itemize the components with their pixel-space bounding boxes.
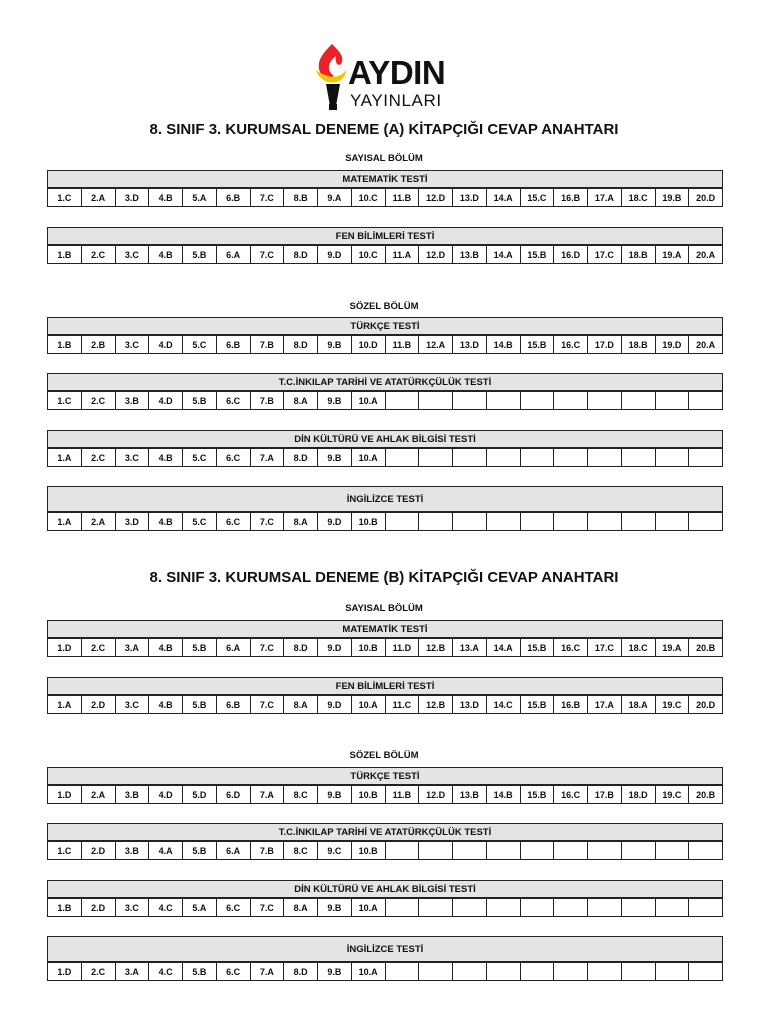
test-title: MATEMATİK TESTİ xyxy=(47,620,723,638)
answer-cell xyxy=(419,842,453,860)
answer-cell: 7.C xyxy=(250,899,284,917)
answer-cell: 6.A xyxy=(216,246,250,264)
answer-cell xyxy=(689,392,723,410)
answer-cell: 8.C xyxy=(284,842,318,860)
answer-cell xyxy=(520,899,554,917)
answer-cell: 1.D xyxy=(48,786,82,804)
answer-cell xyxy=(621,899,655,917)
answer-cell: 6.C xyxy=(216,899,250,917)
answer-cell: 4.C xyxy=(149,899,183,917)
answer-cell: 5.A xyxy=(183,189,217,207)
answer-cell: 6.C xyxy=(216,513,250,531)
answer-cell: 9.B xyxy=(318,963,352,981)
answer-cell: 1.C xyxy=(48,392,82,410)
answer-cell xyxy=(588,449,622,467)
answer-cell: 5.C xyxy=(183,336,217,354)
answer-cell: 1.A xyxy=(48,513,82,531)
answer-block xyxy=(47,677,723,714)
answer-cell: 3.B xyxy=(115,786,149,804)
answer-cell: 5.B xyxy=(183,246,217,264)
answer-cell: 9.D xyxy=(318,639,352,657)
answer-cell: 20.A xyxy=(689,336,723,354)
answer-cell xyxy=(453,963,487,981)
answer-cell: 17.C xyxy=(588,639,622,657)
answer-cell: 5.D xyxy=(183,786,217,804)
answer-cell: 2.C xyxy=(81,246,115,264)
answer-cell: 7.C xyxy=(250,639,284,657)
answer-cell: 10.B xyxy=(351,842,385,860)
answer-cell: 15.C xyxy=(520,189,554,207)
answer-cell: 3.D xyxy=(115,189,149,207)
answer-cell: 7.C xyxy=(250,696,284,714)
answer-cell xyxy=(689,513,723,531)
answer-cell: 12.D xyxy=(419,786,453,804)
answer-cell: 14.B xyxy=(486,336,520,354)
answer-cell xyxy=(655,963,689,981)
answer-cell: 9.B xyxy=(318,899,352,917)
answer-cell: 8.D xyxy=(284,449,318,467)
answer-cell: 9.D xyxy=(318,696,352,714)
answer-cell: 15.B xyxy=(520,786,554,804)
answer-cell: 9.C xyxy=(318,842,352,860)
answer-cell: 19.A xyxy=(655,246,689,264)
answer-cell xyxy=(419,899,453,917)
answer-cell: 9.B xyxy=(318,336,352,354)
answer-cell xyxy=(588,513,622,531)
answer-cell: 1.A xyxy=(48,696,82,714)
answer-cell: 4.C xyxy=(149,963,183,981)
answer-cell: 10.B xyxy=(351,786,385,804)
answer-cell: 20.B xyxy=(689,639,723,657)
answer-cell: 5.B xyxy=(183,392,217,410)
answer-cell: 4.B xyxy=(149,513,183,531)
answer-cell: 5.A xyxy=(183,899,217,917)
answer-cell: 10.C xyxy=(351,246,385,264)
answer-key-row xyxy=(47,245,723,264)
answer-cell xyxy=(486,899,520,917)
answer-cell: 7.A xyxy=(250,449,284,467)
answer-cell: 1.C xyxy=(48,842,82,860)
answer-cell: 1.C xyxy=(48,189,82,207)
answer-cell xyxy=(385,899,419,917)
answer-cell xyxy=(453,842,487,860)
answer-cell xyxy=(486,513,520,531)
answer-cell: 14.B xyxy=(486,786,520,804)
answer-cell xyxy=(385,963,419,981)
answer-cell xyxy=(486,963,520,981)
answer-cell xyxy=(520,513,554,531)
answer-cell: 4.D xyxy=(149,786,183,804)
answer-cell: 4.B xyxy=(149,639,183,657)
answer-cell xyxy=(689,842,723,860)
answer-cell xyxy=(453,513,487,531)
answer-cell xyxy=(419,963,453,981)
answer-cell: 2.B xyxy=(81,336,115,354)
answer-cell xyxy=(621,392,655,410)
brand-name: AYDIN xyxy=(348,54,446,91)
answer-cell: 18.A xyxy=(621,696,655,714)
answer-cell: 14.A xyxy=(486,246,520,264)
answer-cell: 5.B xyxy=(183,963,217,981)
answer-cell: 9.D xyxy=(318,246,352,264)
answer-cell: 7.B xyxy=(250,336,284,354)
answer-cell: 13.B xyxy=(453,246,487,264)
answer-cell: 7.C xyxy=(250,189,284,207)
answer-cell: 2.C xyxy=(81,392,115,410)
answer-cell xyxy=(419,449,453,467)
answer-cell: 18.C xyxy=(621,189,655,207)
answer-cell: 15.B xyxy=(520,336,554,354)
answer-cell: 5.C xyxy=(183,449,217,467)
section-a-sozel: SÖZEL BÖLÜM xyxy=(349,301,419,312)
answer-cell: 16.B xyxy=(554,189,588,207)
answer-cell: 3.A xyxy=(115,639,149,657)
answer-block xyxy=(47,620,723,657)
answer-block xyxy=(47,486,723,531)
answer-key-row xyxy=(47,188,723,207)
answer-key-row xyxy=(47,962,723,981)
answer-cell: 14.A xyxy=(486,189,520,207)
answer-cell: 20.D xyxy=(689,696,723,714)
answer-cell: 20.A xyxy=(689,246,723,264)
answer-cell: 1.A xyxy=(48,449,82,467)
answer-cell: 11.B xyxy=(385,786,419,804)
answer-cell: 7.B xyxy=(250,842,284,860)
answer-cell xyxy=(621,963,655,981)
answer-cell xyxy=(419,392,453,410)
answer-cell xyxy=(554,963,588,981)
answer-cell: 11.A xyxy=(385,246,419,264)
answer-key-row xyxy=(47,898,723,917)
answer-cell: 3.C xyxy=(115,696,149,714)
answer-cell: 17.A xyxy=(588,189,622,207)
answer-cell: 3.C xyxy=(115,899,149,917)
section-b-sayisal: SAYISAL BÖLÜM xyxy=(345,603,423,614)
answer-cell xyxy=(453,392,487,410)
test-title: TÜRKÇE TESTİ xyxy=(47,767,723,785)
test-title: İNGİLİZCE TESTİ xyxy=(47,486,723,512)
test-title: T.C.İNKILAP TARİHİ VE ATATÜRKÇÜLÜK TESTİ xyxy=(47,823,723,841)
answer-cell: 8.D xyxy=(284,963,318,981)
answer-cell: 11.B xyxy=(385,189,419,207)
answer-cell: 7.C xyxy=(250,513,284,531)
answer-cell xyxy=(520,963,554,981)
answer-cell: 17.C xyxy=(588,246,622,264)
booklet-b-title: 8. SINIF 3. KURUMSAL DENEME (B) KİTAPÇIĞI CEVAP ANAHTARI xyxy=(149,569,619,586)
answer-cell: 10.B xyxy=(351,513,385,531)
answer-cell: 8.A xyxy=(284,392,318,410)
answer-cell: 4.B xyxy=(149,449,183,467)
answer-cell xyxy=(520,842,554,860)
answer-cell: 11.B xyxy=(385,336,419,354)
publisher-logo xyxy=(312,40,462,112)
answer-cell: 15.B xyxy=(520,696,554,714)
answer-cell xyxy=(588,963,622,981)
answer-key-row xyxy=(47,391,723,410)
answer-cell: 9.B xyxy=(318,449,352,467)
answer-cell: 4.B xyxy=(149,246,183,264)
answer-cell: 6.C xyxy=(216,392,250,410)
answer-cell: 3.C xyxy=(115,246,149,264)
answer-cell: 16.C xyxy=(554,639,588,657)
answer-block xyxy=(47,317,723,354)
answer-block xyxy=(47,936,723,981)
test-title: DİN KÜLTÜRÜ VE AHLAK BİLGİSİ TESTİ xyxy=(47,880,723,898)
answer-cell xyxy=(655,449,689,467)
answer-cell: 10.A xyxy=(351,696,385,714)
answer-key-row xyxy=(47,512,723,531)
answer-cell xyxy=(486,842,520,860)
answer-cell: 6.B xyxy=(216,696,250,714)
answer-cell xyxy=(588,899,622,917)
answer-cell: 5.C xyxy=(183,513,217,531)
answer-cell: 18.D xyxy=(621,786,655,804)
answer-cell: 19.C xyxy=(655,696,689,714)
answer-cell xyxy=(689,899,723,917)
answer-cell: 4.B xyxy=(149,189,183,207)
answer-cell: 17.D xyxy=(588,336,622,354)
answer-cell: 6.C xyxy=(216,963,250,981)
answer-cell: 12.D xyxy=(419,246,453,264)
answer-cell xyxy=(453,449,487,467)
answer-cell: 18.B xyxy=(621,246,655,264)
answer-cell: 13.D xyxy=(453,696,487,714)
answer-cell: 8.A xyxy=(284,696,318,714)
answer-cell: 9.B xyxy=(318,392,352,410)
answer-cell: 3.C xyxy=(115,449,149,467)
answer-cell: 19.C xyxy=(655,786,689,804)
answer-cell: 17.B xyxy=(588,786,622,804)
answer-block xyxy=(47,373,723,410)
answer-cell: 6.B xyxy=(216,189,250,207)
answer-key-row xyxy=(47,785,723,804)
answer-cell: 4.D xyxy=(149,336,183,354)
answer-cell: 10.B xyxy=(351,639,385,657)
answer-cell: 8.D xyxy=(284,336,318,354)
answer-cell: 4.D xyxy=(149,392,183,410)
test-title: İNGİLİZCE TESTİ xyxy=(47,936,723,962)
answer-cell xyxy=(621,513,655,531)
section-b-sozel: SÖZEL BÖLÜM xyxy=(349,750,419,761)
answer-cell xyxy=(621,842,655,860)
answer-cell: 19.B xyxy=(655,189,689,207)
answer-cell: 5.B xyxy=(183,639,217,657)
test-title: DİN KÜLTÜRÜ VE AHLAK BİLGİSİ TESTİ xyxy=(47,430,723,448)
answer-cell: 17.A xyxy=(588,696,622,714)
booklet-a-title: 8. SINIF 3. KURUMSAL DENEME (A) KİTAPÇIĞI CEVAP ANAHTARI xyxy=(149,121,619,138)
answer-cell: 9.B xyxy=(318,786,352,804)
answer-cell: 16.C xyxy=(554,336,588,354)
answer-cell: 6.B xyxy=(216,336,250,354)
answer-cell: 8.D xyxy=(284,246,318,264)
answer-cell: 2.D xyxy=(81,899,115,917)
brand-subtitle: YAYINLARI xyxy=(350,91,442,110)
answer-cell: 2.C xyxy=(81,449,115,467)
answer-key-row xyxy=(47,695,723,714)
answer-block xyxy=(47,880,723,917)
answer-cell: 20.D xyxy=(689,189,723,207)
answer-cell: 10.A xyxy=(351,449,385,467)
answer-cell: 11.D xyxy=(385,639,419,657)
answer-cell: 11.C xyxy=(385,696,419,714)
answer-cell: 2.C xyxy=(81,639,115,657)
answer-cell: 3.A xyxy=(115,963,149,981)
answer-cell: 2.A xyxy=(81,513,115,531)
answer-cell: 12.B xyxy=(419,696,453,714)
answer-cell: 7.A xyxy=(250,786,284,804)
answer-cell: 10.A xyxy=(351,963,385,981)
answer-cell: 6.A xyxy=(216,639,250,657)
answer-cell xyxy=(520,449,554,467)
answer-cell: 13.B xyxy=(453,786,487,804)
answer-cell: 1.D xyxy=(48,639,82,657)
answer-cell: 2.A xyxy=(81,786,115,804)
answer-cell xyxy=(520,392,554,410)
answer-cell xyxy=(419,513,453,531)
answer-cell xyxy=(554,449,588,467)
answer-cell: 1.B xyxy=(48,336,82,354)
answer-block xyxy=(47,430,723,467)
answer-cell: 18.B xyxy=(621,336,655,354)
answer-cell: 5.B xyxy=(183,842,217,860)
answer-cell: 3.B xyxy=(115,392,149,410)
test-title: TÜRKÇE TESTİ xyxy=(47,317,723,335)
answer-cell: 13.D xyxy=(453,336,487,354)
answer-cell: 14.A xyxy=(486,639,520,657)
answer-cell: 3.C xyxy=(115,336,149,354)
answer-key-row xyxy=(47,335,723,354)
answer-block xyxy=(47,767,723,804)
answer-cell: 7.C xyxy=(250,246,284,264)
answer-cell xyxy=(486,392,520,410)
answer-cell: 16.B xyxy=(554,696,588,714)
answer-cell: 4.A xyxy=(149,842,183,860)
torch-icon xyxy=(312,40,352,112)
answer-cell: 19.A xyxy=(655,639,689,657)
answer-cell: 13.A xyxy=(453,639,487,657)
answer-cell xyxy=(385,513,419,531)
answer-block xyxy=(47,823,723,860)
answer-cell: 6.A xyxy=(216,842,250,860)
answer-cell xyxy=(689,449,723,467)
answer-cell: 9.D xyxy=(318,513,352,531)
answer-cell: 2.C xyxy=(81,963,115,981)
answer-cell xyxy=(655,899,689,917)
answer-cell xyxy=(655,842,689,860)
answer-cell: 4.B xyxy=(149,696,183,714)
answer-cell: 15.B xyxy=(520,246,554,264)
answer-cell: 2.D xyxy=(81,696,115,714)
answer-cell xyxy=(554,842,588,860)
answer-cell: 3.B xyxy=(115,842,149,860)
answer-key-row xyxy=(47,841,723,860)
answer-cell: 3.D xyxy=(115,513,149,531)
answer-cell xyxy=(655,513,689,531)
test-title: FEN BİLİMLERİ TESTİ xyxy=(47,227,723,245)
answer-cell: 8.B xyxy=(284,189,318,207)
answer-cell: 8.C xyxy=(284,786,318,804)
answer-key-row xyxy=(47,448,723,467)
answer-cell: 10.A xyxy=(351,392,385,410)
answer-cell: 13.D xyxy=(453,189,487,207)
answer-cell: 8.A xyxy=(284,513,318,531)
answer-cell xyxy=(385,392,419,410)
answer-cell: 15.B xyxy=(520,639,554,657)
test-title: FEN BİLİMLERİ TESTİ xyxy=(47,677,723,695)
answer-block xyxy=(47,227,723,264)
answer-cell: 1.B xyxy=(48,246,82,264)
answer-cell xyxy=(655,392,689,410)
answer-cell: 6.D xyxy=(216,786,250,804)
answer-cell: 1.D xyxy=(48,963,82,981)
answer-cell: 12.B xyxy=(419,639,453,657)
answer-cell: 12.A xyxy=(419,336,453,354)
answer-cell: 5.B xyxy=(183,696,217,714)
answer-cell xyxy=(486,449,520,467)
answer-cell xyxy=(554,899,588,917)
answer-cell: 8.D xyxy=(284,639,318,657)
answer-cell xyxy=(453,899,487,917)
answer-cell: 9.A xyxy=(318,189,352,207)
answer-cell: 7.A xyxy=(250,963,284,981)
answer-cell xyxy=(554,513,588,531)
answer-cell: 8.A xyxy=(284,899,318,917)
answer-cell xyxy=(588,392,622,410)
answer-cell: 10.A xyxy=(351,899,385,917)
answer-cell xyxy=(621,449,655,467)
answer-key-row xyxy=(47,638,723,657)
answer-cell: 16.D xyxy=(554,246,588,264)
answer-cell xyxy=(385,449,419,467)
answer-cell xyxy=(385,842,419,860)
answer-cell xyxy=(554,392,588,410)
answer-cell: 1.B xyxy=(48,899,82,917)
test-title: MATEMATİK TESTİ xyxy=(47,170,723,188)
answer-cell: 16.C xyxy=(554,786,588,804)
answer-cell: 12.D xyxy=(419,189,453,207)
answer-cell: 20.B xyxy=(689,786,723,804)
answer-cell: 10.D xyxy=(351,336,385,354)
answer-cell: 18.C xyxy=(621,639,655,657)
answer-cell: 19.D xyxy=(655,336,689,354)
answer-cell: 2.D xyxy=(81,842,115,860)
answer-cell xyxy=(689,963,723,981)
test-title: T.C.İNKILAP TARİHİ VE ATATÜRKÇÜLÜK TESTİ xyxy=(47,373,723,391)
section-a-sayisal: SAYISAL BÖLÜM xyxy=(345,153,423,164)
answer-cell xyxy=(588,842,622,860)
answer-cell: 14.C xyxy=(486,696,520,714)
answer-cell: 7.B xyxy=(250,392,284,410)
answer-block xyxy=(47,170,723,207)
answer-cell: 2.A xyxy=(81,189,115,207)
answer-cell: 6.C xyxy=(216,449,250,467)
answer-cell: 10.C xyxy=(351,189,385,207)
